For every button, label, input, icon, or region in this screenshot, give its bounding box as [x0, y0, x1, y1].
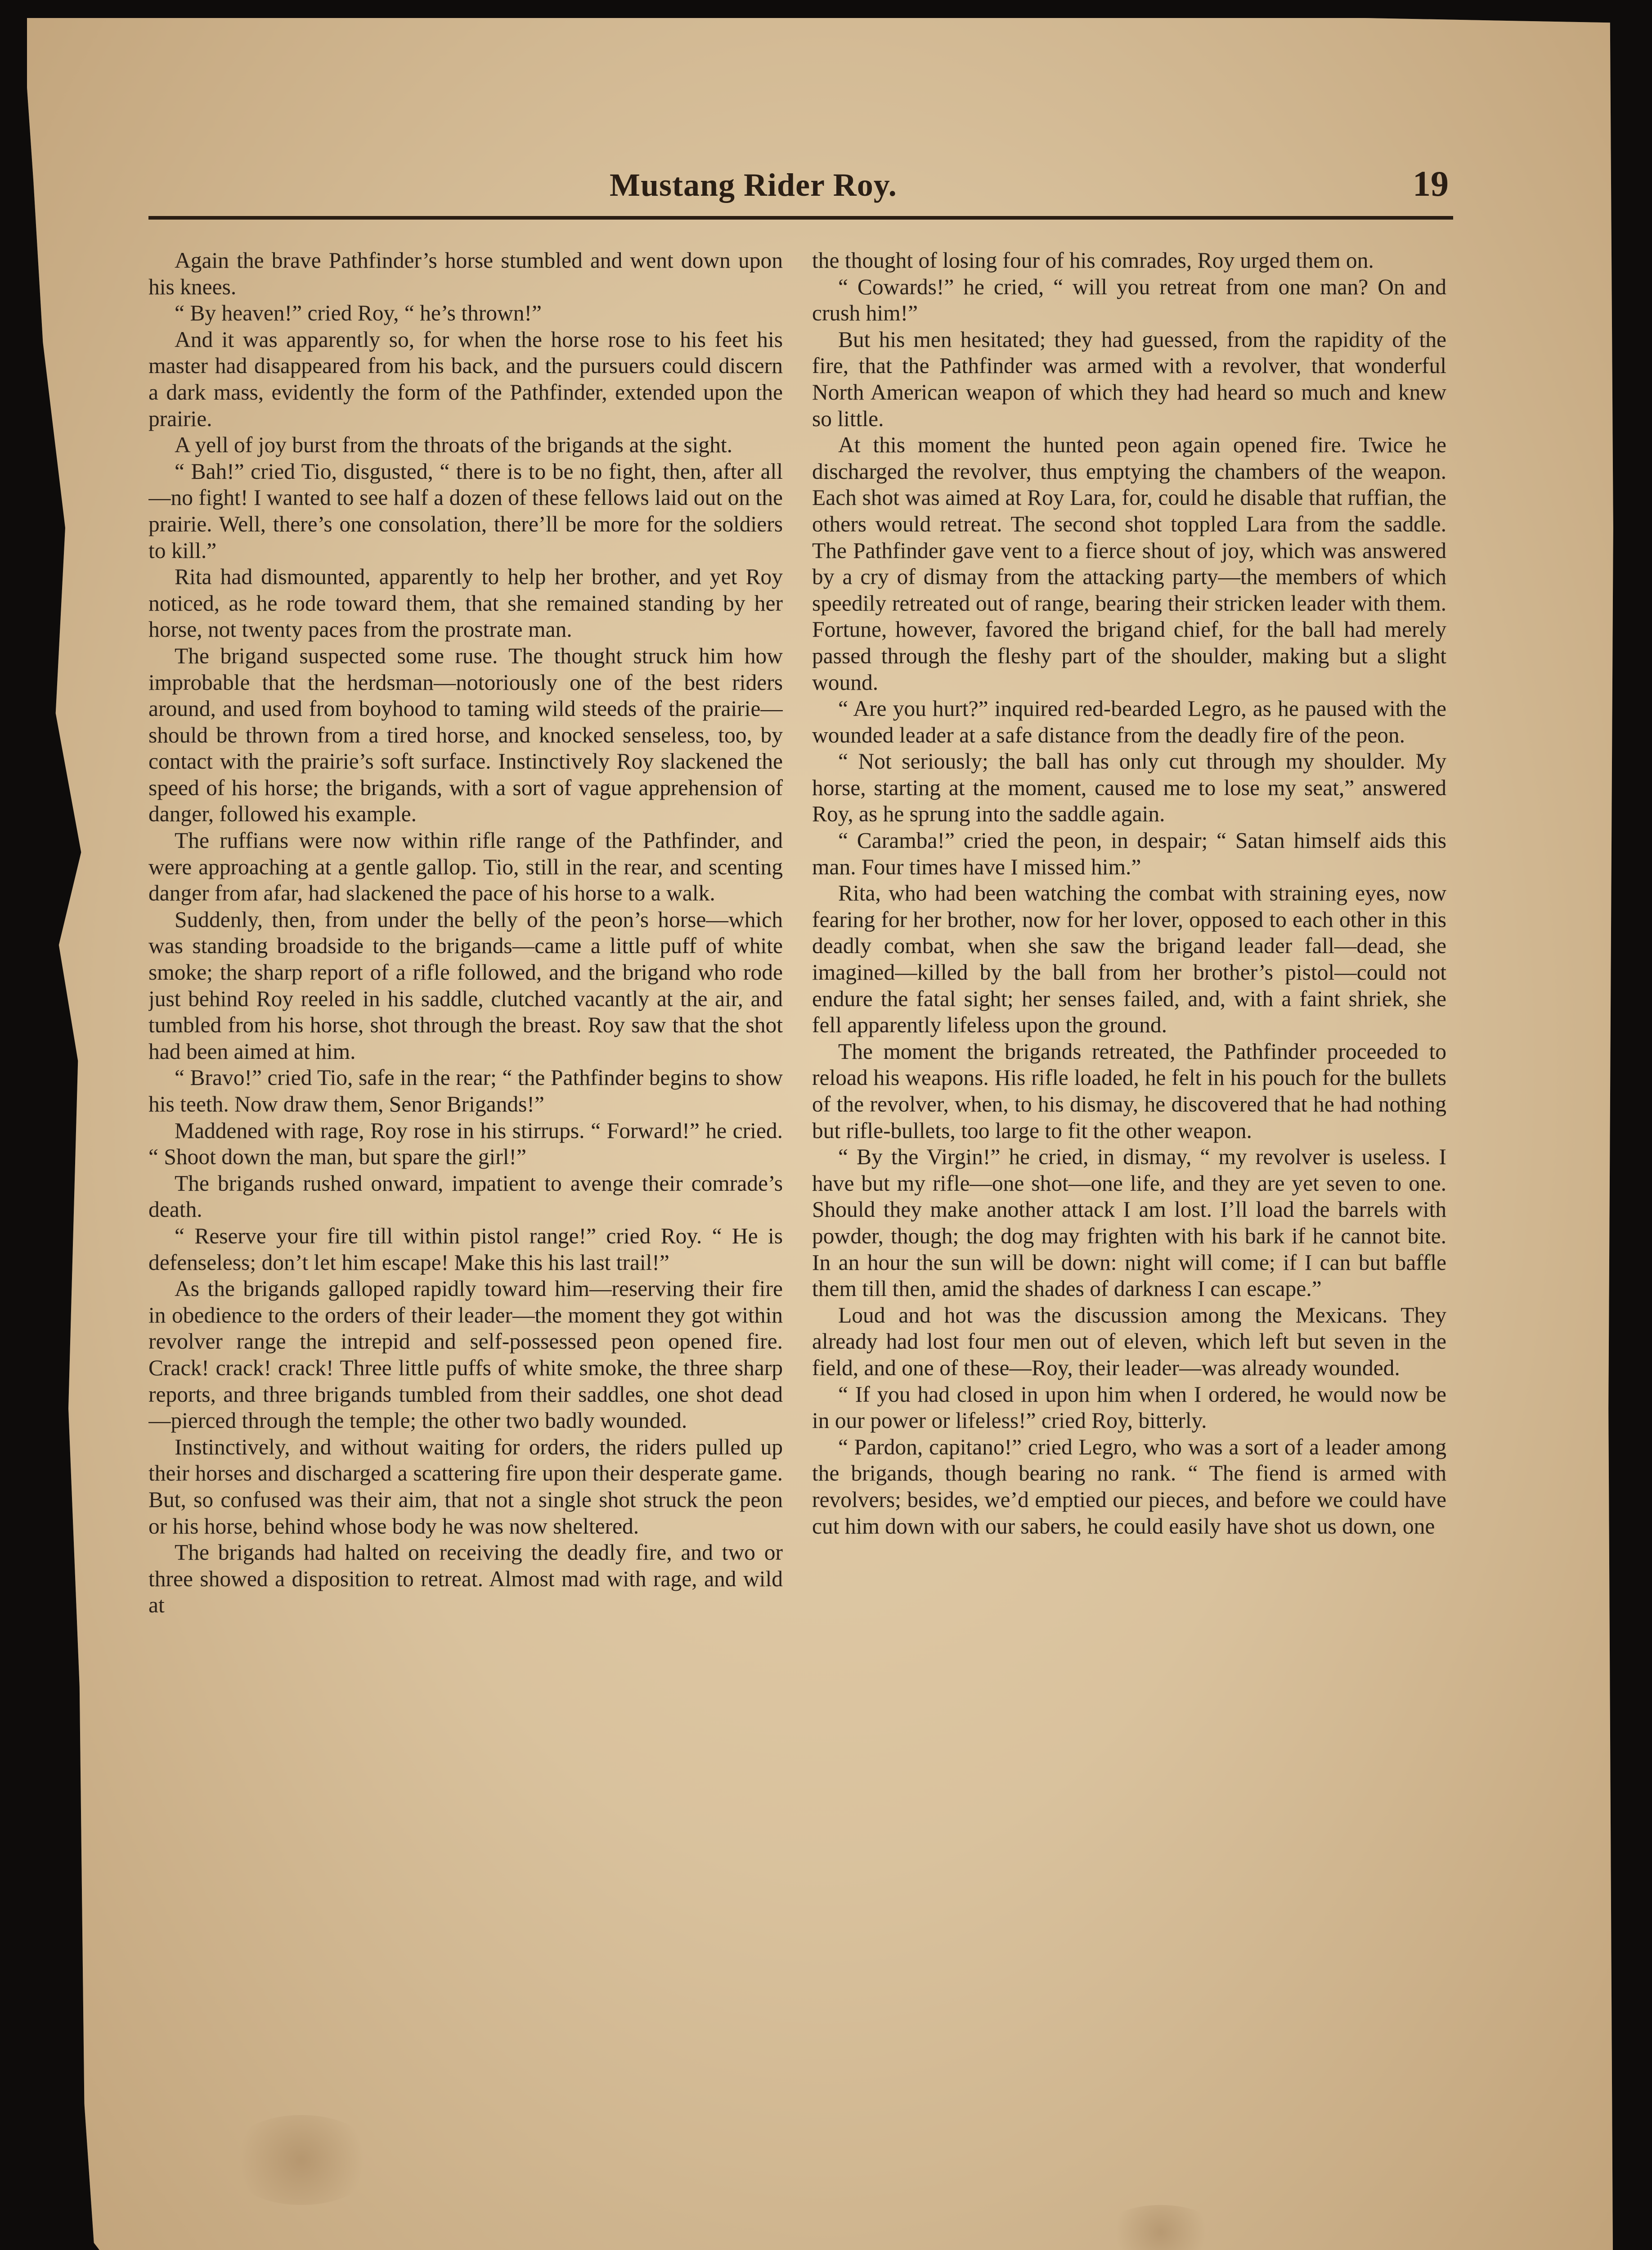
- paragraph: “ Caramba!” cried the peon, in despair; “ Satan himself aids this man. Four times have I missed him.”: [812, 828, 1446, 879]
- paragraph: As the brigands galloped rapidly toward him—reserving their fire in obedience to the orders of their leader—the moment they got within revolver range the intrepid and self-possessed peon opened fire. Crack! crack! crack! Three little puffs of white smoke, the three sharp reports, and three brigands tumbled from their saddles, one shot dead—pierced through the temple; the other two badly wounded.: [148, 1276, 783, 1433]
- paragraph: “ Bah!” cried Tio, disgusted, “ there is to be no fight, then, after all—no fight! I wanted to see half a dozen of these fellows laid out on the prairie. Well, there’s one consolation, there’ll be more for the soldiers to kill.”: [148, 459, 783, 563]
- paragraph: Suddenly, then, from under the belly of the peon’s horse—which was standing broadside to the brigands—came a little puff of white smoke; the sharp report of a rifle followed, and the brigand who rode just behind Roy reeled in his saddle, clutched vacantly at the air, and tumbled from his horse, shot through the breast. Roy saw that the shot had been aimed at him.: [148, 907, 783, 1064]
- left-text-column: [148, 248, 783, 2169]
- paragraph: Maddened with rage, Roy rose in his stirrups. “ Forward!” he cried. “ Shoot down the man, but spare the girl!”: [148, 1118, 783, 1170]
- paragraph: The ruffians were now within rifle range of the Pathfinder, and were approaching at a gentle gallop. Tio, still in the rear, and scenting danger from afar, had slackened the pace of his horse to a walk.: [148, 828, 783, 906]
- paragraph: “ By the Virgin!” he cried, in dismay, “ my revolver is useless. I have but my rifle—one shot—one life, and they are yet seven to one. Should they make another attack I am lost. I’ll load the barrels with powder, though; the dog may frighten with his bark if he cannot bite. In an hour the sun will be down: night will come; if I can but baffle them till then, amid the shades of darkness I can escape.”: [812, 1144, 1446, 1301]
- page-header: [148, 166, 1453, 220]
- paragraph: Again the brave Pathfinder’s horse stumbled and went down upon his knees.: [148, 248, 783, 299]
- paragraph: “ Cowards!” he cried, “ will you retreat from one man? On and crush him!”: [812, 274, 1446, 326]
- paragraph: the thought of losing four of his comrades, Roy urged them on.: [812, 248, 1374, 273]
- paragraph: “ Pardon, capitano!” cried Legro, who was a sort of a leader among the brigands, though bearing no rank. “ The fiend is armed with revolvers; besides, we’d emptied our pieces, and before we could have cut him down with our sabers, he could easily have shot us down, one: [812, 1434, 1446, 1539]
- paragraph: And it was apparently so, for when the horse rose to his feet his master had disappeared from his back, and the pursuers could discern a dark mass, evidently the form of the Pathfinder, extended upon the prairie.: [148, 327, 783, 431]
- paragraph: “ Bravo!” cried Tio, safe in the rear; “ the Pathfinder begins to show his teeth. Now draw them, Senor Brigands!”: [148, 1065, 783, 1116]
- page-number: 19: [1413, 164, 1449, 204]
- right-text-column: [812, 248, 1446, 2169]
- paragraph: The moment the brigands retreated, the Pathfinder proceeded to reload his weapons. His rifle loaded, he felt in his pouch for the bullets of the revolver, when, to his dismay, he discovered that he had nothing but rifle-bullets, too large to fit the other weapon.: [812, 1039, 1446, 1143]
- paragraph: Rita had dismounted, apparently to help her brother, and yet Roy noticed, as he rode toward them, that she remained standing by her horse, not twenty paces from the prostrate man.: [148, 564, 783, 642]
- paragraph: A yell of joy burst from the throats of the brigands at the sight.: [175, 432, 733, 458]
- paragraph: But his men hesitated; they had guessed, from the rapidity of the fire, that the Pathfinder was armed with a revolver, that wonderful North American weapon of which they had heard so much and knew so little.: [812, 327, 1446, 431]
- paragraph: The brigands had halted on receiving the deadly fire, and two or three showed a disposition to retreat. Almost mad with rage, and wild at: [148, 1540, 783, 1618]
- paragraph: “ Are you hurt?” inquired red-bearded Legro, as he paused with the wounded leader at a safe distance from the deadly fire of the peon.: [812, 696, 1446, 747]
- paragraph: Instinctively, and without waiting for orders, the riders pulled up their horses and discharged a scattering fire upon their desperate game. But, so confused was their aim, that not a single shot struck the peon or his horse, behind whose body he was now sheltered.: [148, 1434, 783, 1539]
- paragraph: The brigands rushed onward, impatient to avenge their comrade’s death.: [148, 1170, 783, 1222]
- paragraph: “ If you had closed in upon him when I ordered, he would now be in our power or lifeless!” cried Roy, bitterly.: [812, 1382, 1446, 1433]
- paragraph: At this moment the hunted peon again opened fire. Twice he discharged the revolver, thus emptying the chambers of the weapon. Each shot was aimed at Roy Lara, for, could he disable that ruffian, the others would retreat. The second shot toppled Lara from the saddle. The Pathfinder gave vent to a fierce shout of joy, which was answered by a cry of dismay from the attacking party—the members of which speedily retreated out of range, bearing their stricken leader with them. Fortune, however, favored the brigand chief, for the ball had merely passed through the fleshy part of the shoulder, making but a slight wound.: [812, 432, 1446, 695]
- paragraph: The brigand suspected some ruse. The thought struck him how improbable that the herdsman—notoriously one of the best riders around, and used from boyhood to taming wild steeds of the prairie—should be thrown from a tired horse, and knocked senseless, too, by contact with the prairie’s soft surface. Instinctively Roy slackened the speed of his horse; the brigands, with a sort of vague apprehension of danger, followed his example.: [148, 643, 783, 827]
- paragraph: “ Reserve your fire till within pistol range!” cried Roy. “ He is defenseless; don’t let him escape! Make this his last trail!”: [148, 1223, 783, 1275]
- paragraph: Loud and hot was the discussion among the Mexicans. They already had lost four men out of eleven, which left but seven in the field, and one of these—Roy, their leader—was already wounded.: [812, 1302, 1446, 1380]
- paragraph: Rita, who had been watching the combat with straining eyes, now fearing for her brother, now for her lover, opposed to each other in this deadly combat, when she saw the brigand leader fall—dead, she imagined—killed by the ball from her brother’s pistol—could not endure the fatal sight; her senses failed, and, with a faint shriek, she fell apparently lifeless upon the ground.: [812, 881, 1446, 1038]
- paragraph: “ By heaven!” cried Roy, “ he’s thrown!”: [175, 301, 542, 326]
- running-title: Mustang Rider Roy.: [610, 167, 897, 203]
- paragraph: “ Not seriously; the ball has only cut through my shoulder. My horse, starting at the moment, caused me to lose my seat,” answered Roy, as he sprung into the saddle again.: [812, 749, 1446, 827]
